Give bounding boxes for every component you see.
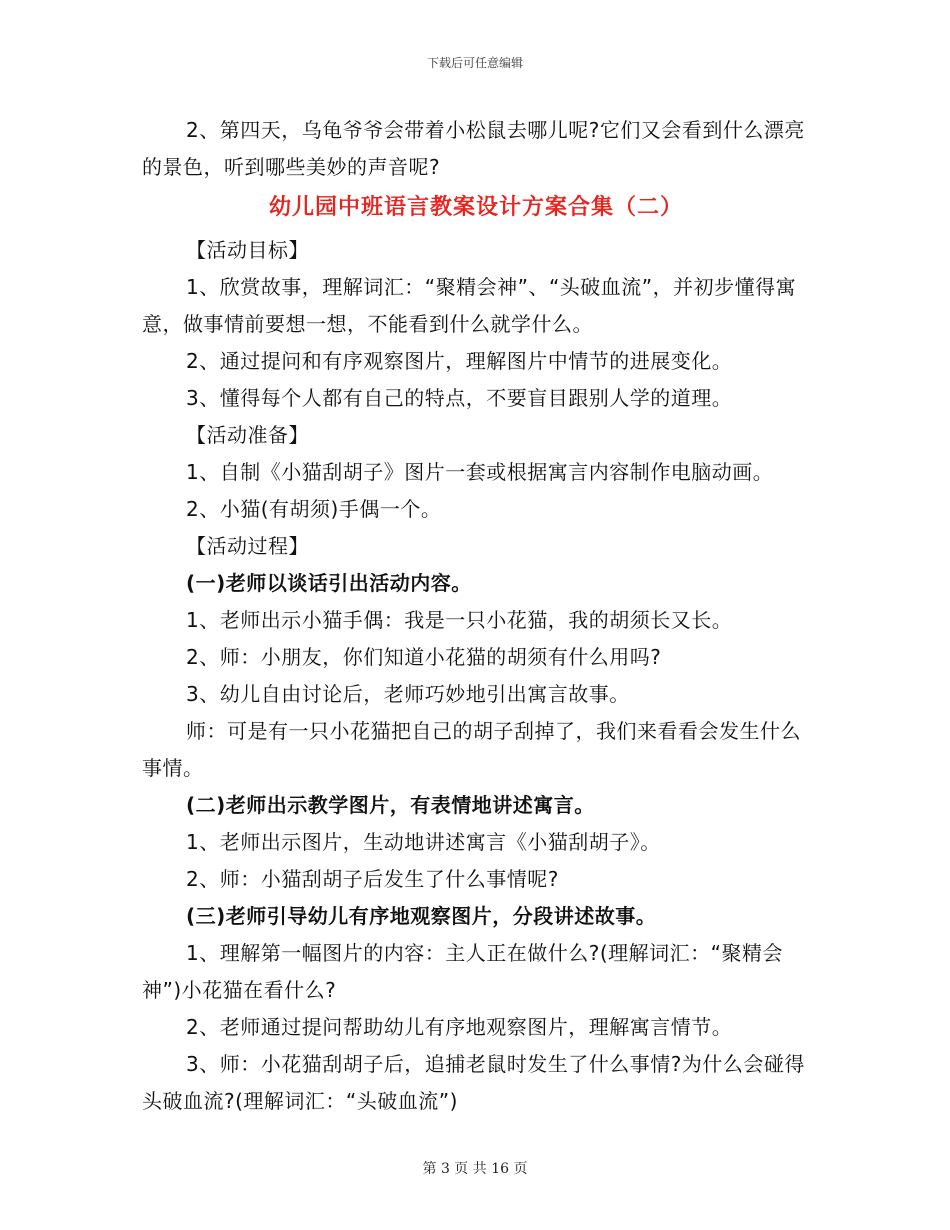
process-item: 1、老师出示图片，生动地讲述寓言《小猫刮胡子》。 (186, 830, 661, 854)
heading-goals: 【活动目标】 (186, 238, 309, 262)
process-item: 2、师：小猫刮胡子后发生了什么事情呢? (186, 867, 559, 891)
process-item: 师：可是有一只小花猫把自己的胡子刮掉了，我们来看看会发生什么事情。 (142, 719, 801, 780)
page-header: 下载后可任意编辑 (426, 56, 523, 70)
goal-item: 2、通过提问和有序观察图片，理解图片中情节的进展变化。 (186, 349, 733, 373)
process-item: 2、师：小朋友，你们知道小花猫的胡须有什么用吗? (186, 645, 662, 669)
heading-process: 【活动过程】 (186, 534, 309, 558)
process-item: 3、师：小花猫刮胡子后，追捕老鼠时发生了什么事情?为什么会碰得头破血流?(理解词汇：“头破血流”) (142, 1052, 805, 1113)
prep-item: 2、小猫(有胡须)手偶一个。 (186, 497, 442, 521)
paragraph: 2、第四天，乌龟爷爷会带着小松鼠去哪儿呢?它们又会看到什么漂亮的景色，听到哪些美妙的声音呢? (142, 118, 805, 179)
process-item: 1、老师出示小猫手偶：我是一只小花猫，我的胡须长又长。 (186, 608, 733, 632)
subsection-heading: (二)老师出示教学图片，有表情地讲述寓言。 (186, 793, 595, 817)
goal-item: 1、欣赏故事，理解词汇：“聚精会神”、“头破血流”，并初步懂得寓意，做事情前要想一想，不能看到什么就学什么。 (142, 275, 797, 336)
process-item: 1、理解第一幅图片的内容：主人正在做什么?(理解词汇：“聚精会神”)小花猫在看什么? (142, 941, 784, 1002)
heading-preparation: 【活动准备】 (186, 423, 309, 447)
process-item: 3、幼儿自由讨论后，老师巧妙地引出寓言故事。 (186, 682, 630, 706)
page-footer: 第 3 页 共 16 页 (422, 1161, 528, 1177)
process-item: 2、老师通过提问帮助幼儿有序地观察图片，理解寓言情节。 (186, 1015, 733, 1039)
prep-item: 1、自制《小猫刮胡子》图片一套或根据寓言内容制作电脑动画。 (186, 460, 774, 484)
section-title: 幼儿园中班语言教案设计方案合集（二） (268, 195, 683, 220)
subsection-heading: (一)老师以谈话引出活动内容。 (186, 571, 472, 595)
goal-item: 3、懂得每个人都有自己的特点，不要盲目跟别人学的道理。 (186, 386, 733, 410)
document-body (142, 112, 810, 1120)
subsection-heading: (三)老师引导幼儿有序地观察图片，分段讲述故事。 (186, 904, 657, 928)
